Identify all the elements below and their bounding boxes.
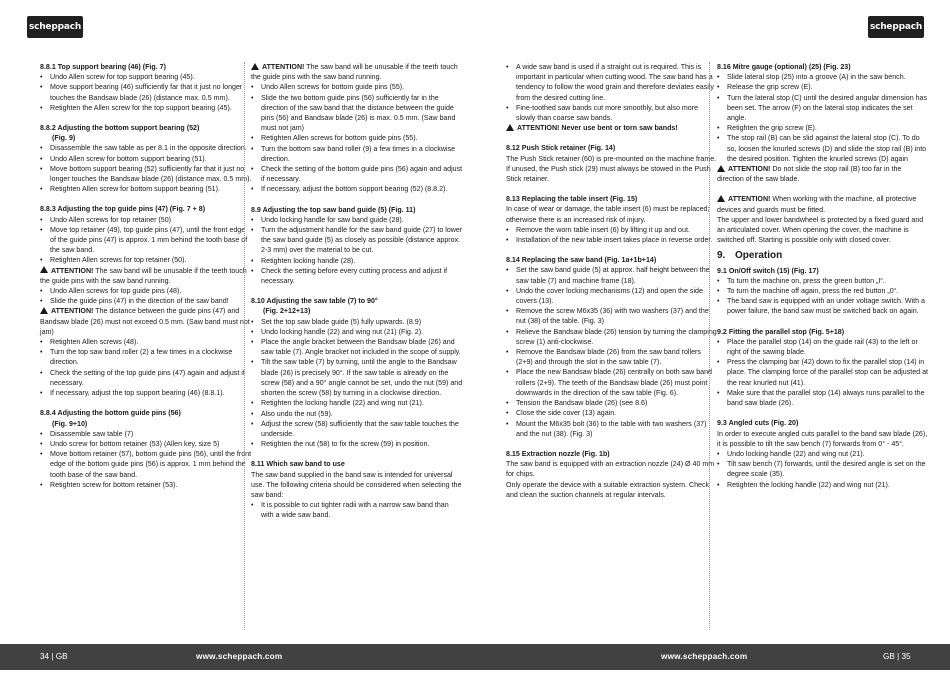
bullet-item: • Turn the lateral stop (C) until the desired angular dimension has been set. The arrow (F) on the lateral stop indicates the set angle. bbox=[717, 93, 929, 124]
bullet-item: • Undo locking handle (22) and wing nut (21). bbox=[717, 449, 929, 459]
warning-label: ATTENTION! bbox=[51, 307, 94, 316]
bullet-item: • Retighten the locking handle (22) and wing nut (21). bbox=[717, 480, 929, 490]
section-heading: 8.13 Replacing the table insert (Fig. 15) bbox=[506, 195, 638, 204]
bullet-item: • Place the parallel stop (14) on the guide rail (43) to the left or right of the sawing blade. bbox=[717, 337, 929, 357]
bullet-item: • Make sure that the parallel stop (14) always runs parallel to the band saw blade (26). bbox=[717, 388, 929, 408]
bullet-item: • Relieve the Bandsaw blade (26) tension by turning the clamping screw (1) anti-clockwise. bbox=[506, 327, 718, 347]
bullet-item: • Retighten the grip screw (E). bbox=[717, 123, 929, 133]
warning-text: The saw band will be unusable if the teeth touch the guide pins with the saw band running. bbox=[40, 266, 247, 285]
warning-label: ATTENTION! bbox=[517, 124, 560, 133]
bullet-item: • Slide lateral stop (25) into a groove (A) in the saw bench. bbox=[717, 72, 929, 82]
bullet-item: • Turn the top saw band roller (2) a few times in a clockwise direction. bbox=[40, 347, 252, 367]
bullet-item: • Retighten locking handle (28). bbox=[251, 256, 463, 266]
bullet-item: • Turn the adjustment handle for the saw band guide (27) to lower the saw band guide (5) as closely as possible (distance approx. 2-3 mm) over the material to be cut. bbox=[251, 225, 463, 256]
bullet-item: • Retighten the locking handle (22) and wing nut (21). bbox=[251, 398, 463, 408]
bullet-item: • It is possible to cut tighter radii with a narrow saw band than with a wide saw band. bbox=[251, 500, 463, 520]
section-heading: 8.15 Extraction nozzle (Fig. 1b) bbox=[506, 449, 610, 458]
page-footer bbox=[0, 644, 950, 670]
scheppach-logo: scheppach bbox=[868, 16, 924, 38]
bullet-item: • The stop rail (B) can be slid against the lateral stop (C). To do so, loosen the knurled screws (D) and slide the stop rail (B) into the desired position. Tighten the knurled screws (D) again bbox=[717, 133, 929, 164]
warning-triangle-icon bbox=[717, 165, 725, 172]
bullet-item: • Set the saw band guide (5) at approx. half height between the saw table (7) and machine frame (18). bbox=[506, 265, 718, 285]
section-heading: 9.3 Angled cuts (Fig. 20) bbox=[717, 419, 799, 428]
column-divider bbox=[244, 62, 245, 630]
bullet-item: • Retighten Allen screws (48). bbox=[40, 337, 252, 347]
bullet-item: • Undo locking handle (22) and wing nut (21) (Fig. 2). bbox=[251, 327, 463, 337]
text-column-1 bbox=[40, 62, 252, 490]
section-heading: 8.11 Which saw band to use bbox=[251, 460, 345, 469]
section-heading: 8.8.4 Adjusting the bottom guide pins (56) bbox=[40, 409, 181, 418]
text-column-4 bbox=[717, 62, 929, 490]
bullet-item: • If necessary, adjust the top support bearing (46) (8.8.1). bbox=[40, 388, 252, 398]
bullet-item: • Installation of the new table insert takes place in reverse order. bbox=[506, 235, 718, 245]
website-url-left[interactable]: www.scheppach.com bbox=[196, 652, 283, 661]
bullet-item: • Undo screw for bottom retainer (53) (Allen key, size 5) bbox=[40, 439, 252, 449]
text-column-3 bbox=[506, 62, 718, 500]
bullet-item: • Retighten the nut (58) to fix the screw (59) in position. bbox=[251, 439, 463, 449]
chapter-number: 9. bbox=[717, 250, 726, 262]
bullet-item: • Also undo the nut (59). bbox=[251, 409, 463, 419]
section-heading: 8.8.2 Adjusting the bottom support bearing (52) bbox=[40, 124, 200, 133]
bullet-item: • Disassemble the saw table as per 8.1 in the opposite direction. bbox=[40, 143, 252, 153]
bullet-item: • Tilt the saw table (7) by turning, until the angle to the Bandsaw blade (26) is precisely 90°. If the saw table is already on the screw (58) and a 90° angle cannot be set, undo the nut (59) and shorten the screw (58) by turning in a clockwise direction. bbox=[251, 357, 463, 398]
warning-triangle-icon bbox=[506, 124, 514, 131]
bullet-item: • Press the clamping bar (42) down to fix the parallel stop (14) in place. The clamping force of the parallel stop can be adjusted at the rear knurled nut (41). bbox=[717, 357, 929, 388]
bullet-item: • Tension the Bandsaw blade (26) (see 8.6) bbox=[506, 398, 718, 408]
page-number-left: 34 | GB bbox=[40, 652, 68, 661]
bullet-item: • Check the setting of the top guide pins (47) again and adjust if necessary. bbox=[40, 368, 252, 388]
scheppach-logo: scheppach bbox=[27, 16, 83, 38]
warning-label: ATTENTION! bbox=[728, 195, 771, 204]
warning-note bbox=[506, 123, 718, 133]
warning-note bbox=[40, 306, 252, 337]
bullet-item: • Undo the cover locking mechanisms (12) and open the side covers (13). bbox=[506, 286, 718, 306]
bullet-item: • Retighten Allen screws for top retainer (50). bbox=[40, 255, 252, 265]
column-divider bbox=[709, 62, 710, 630]
section-heading: 8.14 Replacing the saw band (Fig. 1a+1b+14) bbox=[506, 256, 657, 265]
bullet-item: • Retighten Allen screw for bottom support bearing (51). bbox=[40, 184, 252, 194]
bullet-item: • Retighten screw for bottom retainer (53). bbox=[40, 480, 252, 490]
warning-triangle-icon bbox=[40, 266, 48, 273]
bullet-item: • Undo locking handle for saw band guide (28). bbox=[251, 215, 463, 225]
paragraph: The saw band is equipped with an extraction nozzle (24) Ø 40 mm for chips. bbox=[506, 460, 715, 479]
paragraph: The upper and lower bandwheel is protected by a fixed guard and an articulated cover. When opening the cover, the machine is switched off. Starting is possible only with closed cover. bbox=[717, 215, 924, 245]
bullet-item: • Undo Allen screws for bottom guide pins (55). bbox=[251, 82, 463, 92]
text-column-2 bbox=[251, 62, 463, 521]
page-number-right: GB | 35 bbox=[883, 652, 911, 661]
bullet-item: • Adjust the screw (58) sufficiently that the saw table touches the underside. bbox=[251, 419, 463, 439]
bullet-item: • Set the top saw blade guide (5) fully upwards. (8.9) bbox=[251, 317, 463, 327]
bullet-item: • Remove the worn table insert (6) by lifting it up and out. bbox=[506, 225, 718, 235]
section-heading-figure-ref: (Fig. 9) bbox=[52, 134, 76, 143]
section-heading: 9.1 On/Off switch (15) (Fig. 17) bbox=[717, 266, 819, 275]
warning-text: When working with the machine, all protective devices and guards must be fitted. bbox=[717, 195, 917, 214]
warning-note bbox=[251, 62, 463, 82]
bullet-item: • Check the setting of the bottom guide pins (56) again and adjust if necessary. bbox=[251, 164, 463, 184]
warning-triangle-icon bbox=[40, 307, 48, 314]
bullet-item: • Tilt saw bench (7) forwards, until the desired angle is set on the degree scale (35). bbox=[717, 459, 929, 479]
bullet-item: • Slide the two bottom guide pins (56) sufficiently far in the direction of the saw band that the distance between the guide pins (56) and Bandsaw blade (26) is max. 0.5 mm. (Saw band must not jam) bbox=[251, 93, 463, 134]
bullet-item: • To turn the machine on, press the green button „I“. bbox=[717, 276, 929, 286]
bullet-item: • Undo Allen screws for top retainer (50) bbox=[40, 215, 252, 225]
bullet-item: • To turn the machine off again, press the red button „0“. bbox=[717, 286, 929, 296]
warning-text: The distance between the guide pins (47) and Bandsaw blade (26) must not exceed 0.5 mm. (Saw band must not jam) bbox=[40, 307, 250, 336]
bullet-item: • Close the side cover (13) again. bbox=[506, 408, 718, 418]
paragraph: In case of wear or damage, the table insert (6) must be replaced; otherwise there is an increased risk of injury. bbox=[506, 205, 710, 224]
bullet-item: • Remove the Bandsaw blade (26) from the saw band rollers (2+9) and through the slot in the saw table (7). bbox=[506, 347, 718, 367]
section-heading: 8.8.3 Adjusting the top guide pins (47) (Fig. 7 + 8) bbox=[40, 205, 206, 214]
warning-note bbox=[40, 266, 252, 286]
bullet-item: • Place the angle bracket between the Bandsaw blade (26) and saw table (7). Angle bracket not included in the scope of supply. bbox=[251, 337, 463, 357]
paragraph: The saw band supplied in the band saw is intended for universal use. The following criteria should be considered when selecting the saw band: bbox=[251, 470, 462, 499]
warning-triangle-icon bbox=[251, 63, 259, 70]
section-heading: 8.10 Adjusting the saw table (7) to 90° bbox=[251, 297, 378, 306]
paragraph: The Push Stick retainer (60) is pre-mounted on the machine frame. If unused, the Push stick (29) must always be stowed in the Push Stick retainer. bbox=[506, 154, 717, 184]
bullet-item: • The band saw is equipped with an under voltage switch. With a power failure, the band saw must be switched back on again. bbox=[717, 296, 929, 316]
chapter-heading bbox=[717, 251, 929, 261]
warning-text: The saw band will be unusable if the teeth touch the guide pins with the saw band running. bbox=[251, 63, 458, 82]
bullet-item: • Slide the guide pins (47) in the direction of the saw band! bbox=[40, 296, 252, 306]
warning-text: Do not slide the stop rail (B) too far in the direction of the saw blade. bbox=[717, 165, 902, 184]
website-url-right[interactable]: www.scheppach.com bbox=[661, 652, 748, 661]
warning-note bbox=[717, 194, 929, 214]
bullet-item: • Place the new Bandsaw blade (26) centrally on both saw band rollers (2+9). The teeth of the Bandsaw blade (26) must point downwards in the direction of the saw table (Fig. 6). bbox=[506, 367, 718, 398]
chapter-title: Operation bbox=[735, 250, 783, 262]
section-heading: 8.16 Mitre gauge (optional) (25) (Fig. 23) bbox=[717, 63, 851, 71]
bullet-item: • Disassemble saw table (7) bbox=[40, 429, 252, 439]
section-heading-figure-ref: (Fig. 9+10) bbox=[52, 419, 88, 428]
warning-label: ATTENTION! bbox=[262, 63, 305, 71]
bullet-item: • Undo Allen screws for top guide pins (48). bbox=[40, 286, 252, 296]
bullet-item: • Mount the M6x35 bolt (36) to the table with two washers (37) and the nut (38). (Fig. 3) bbox=[506, 419, 718, 439]
warning-text: Never use bent or torn saw bands! bbox=[561, 124, 678, 133]
bullet-item: • Release the grip screw (E). bbox=[717, 82, 929, 92]
paragraph: Only operate the device with a suitable extraction system. Check and clean the suction channels at regular intervals. bbox=[506, 480, 710, 499]
bullet-item: • Move top retainer (49), top guide pins (47), until the front edge of the guide pins (47) is approx. 1 mm behind the tooth base of the saw band. bbox=[40, 225, 252, 256]
bullet-item: • Check the setting before every cutting process and adjust if necessary. bbox=[251, 266, 463, 286]
bullet-item: • A wide saw band is used if a straight cut is required. This is important in particular when cutting wood. The saw band has a tendency to follow the wood grain and therefore deviates easily from the desired cutting line. bbox=[506, 62, 718, 103]
section-heading-figure-ref: (Fig. 2+12+13) bbox=[263, 307, 311, 316]
bullet-item: • Retighten Allen screws for bottom guide pins (55). bbox=[251, 133, 463, 143]
bullet-item: • Fine-toothed saw bands cut more smoothly, but also more slowly than coarse saw bands. bbox=[506, 103, 718, 123]
bullet-item: • If necessary, adjust the bottom support bearing (52) (8.8.2). bbox=[251, 184, 463, 194]
bullet-item: • Move bottom support bearing (52) sufficiently far that it just no longer touches the Bandsaw blade (26) (distance max. 0.5 mm). bbox=[40, 164, 252, 184]
warning-triangle-icon bbox=[717, 195, 725, 202]
bullet-item: • Retighten the Allen screw for the top support bearing (45). bbox=[40, 103, 252, 113]
bullet-item: • Move support bearing (46) sufficiently far that it just no longer touches the Bandsaw blade (26) (distance max. 0.5 mm). bbox=[40, 82, 252, 102]
paragraph: In order to execute angled cuts parallel to the band saw blade (26), it is possible to tilt the saw bench (7) forwards from 0° - 45°. bbox=[717, 429, 928, 448]
section-heading: 9.2 Fitting the parallel stop (Fig. 5+18) bbox=[717, 327, 845, 336]
section-heading: 8.9 Adjusting the top saw band guide (5) (Fig. 11) bbox=[251, 205, 416, 214]
bullet-item: • Move bottom retainer (57), bottom guide pins (56), until the front edge of the bottom guide pins (56) is approx. 1 mm behind the tooth base of the saw band. bbox=[40, 449, 252, 480]
bullet-item: • Remove the screw M6x35 (36) with two washers (37) and the nut (38) of the table. (Fig. 3) bbox=[506, 306, 718, 326]
warning-label: ATTENTION! bbox=[728, 165, 771, 174]
section-heading: 8.8.1 Top support bearing (46) (Fig. 7) bbox=[40, 63, 166, 71]
warning-label: ATTENTION! bbox=[51, 266, 94, 275]
bullet-item: • Undo Allen screw for top support bearing (45). bbox=[40, 72, 252, 82]
section-heading: 8.12 Push Stick retainer (Fig. 14) bbox=[506, 144, 616, 153]
bullet-item: • Turn the bottom saw band roller (9) a few times in a clockwise direction. bbox=[251, 144, 463, 164]
warning-note bbox=[717, 164, 929, 184]
bullet-item: • Undo Allen screw for bottom support bearing (51). bbox=[40, 154, 252, 164]
